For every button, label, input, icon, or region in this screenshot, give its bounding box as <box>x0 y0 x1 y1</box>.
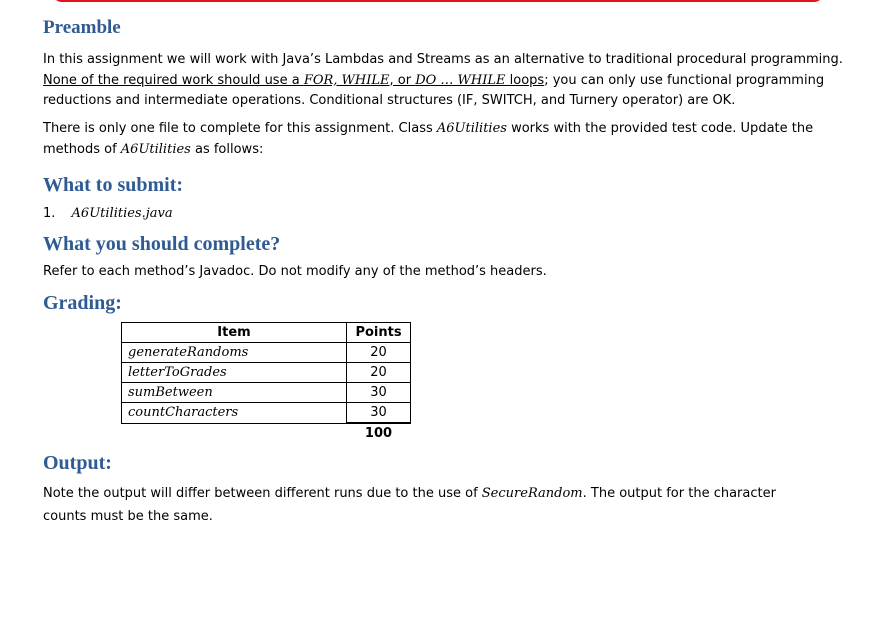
list-number: 1. <box>43 206 56 221</box>
submit-file-name: A6Utilities.java <box>71 206 173 221</box>
what-to-complete-heading: What you should complete? <box>43 233 281 255</box>
class-name: A6Utilities <box>120 141 191 157</box>
table-cell-item: sumBetween <box>122 383 347 403</box>
column-header-points: Points <box>347 323 411 343</box>
table-row <box>122 343 411 363</box>
total-points: 100 <box>347 423 411 443</box>
class-name: A6Utilities <box>436 121 507 136</box>
complete-instructions: Refer to each method’s Javadoc. Do not modify any of the method’s headers. <box>43 264 547 279</box>
preamble-paragraph-1 <box>43 50 843 112</box>
grading-table <box>121 322 411 443</box>
table-cell-item: generateRandoms <box>122 343 347 363</box>
preamble-paragraph-2: There is only one file to complete for this assignment. Class A6Utilities works with the provided test code. Update the methods of A6Utilities as follows: <box>43 121 814 157</box>
grading-heading: Grading: <box>43 292 122 314</box>
no-loops-requirement: None of the required work should use a FOR, WHILE, or DO … WHILE loops <box>43 72 545 88</box>
preamble-line-1: In this assignment we will work with Java’s Lambdas and Streams as an alternative to traditional procedural programming. <box>43 52 843 67</box>
table-cell-points: 30 <box>347 383 411 403</box>
table-cell-points: 20 <box>347 363 411 383</box>
table-header-row <box>122 323 411 343</box>
column-header-item: Item <box>122 323 347 343</box>
preamble-heading: Preamble <box>43 17 121 38</box>
table-total-row <box>122 423 411 443</box>
submit-list-item <box>43 204 843 225</box>
class-name: SecureRandom <box>481 486 583 501</box>
table-cell-item: countCharacters <box>122 403 347 424</box>
table-row <box>122 403 411 424</box>
output-note: Note the output will differ between different runs due to the use of SecureRandom. The output for the character counts must be the same. <box>43 486 776 524</box>
output-heading: Output: <box>43 452 112 474</box>
functional-requirement: ; you can only use functional programming <box>544 72 825 88</box>
preamble-line-3: reductions and intermediate operations. Conditional structures (IF, SWITCH, and Turnery operator) are OK. <box>43 93 736 108</box>
what-to-submit-heading: What to submit: <box>43 174 184 196</box>
table-row <box>122 383 411 403</box>
table-cell-points: 30 <box>347 403 411 424</box>
table-cell-points: 20 <box>347 343 411 363</box>
table-row <box>122 363 411 383</box>
top-red-bar <box>52 0 824 2</box>
table-cell-item: letterToGrades <box>122 363 347 383</box>
